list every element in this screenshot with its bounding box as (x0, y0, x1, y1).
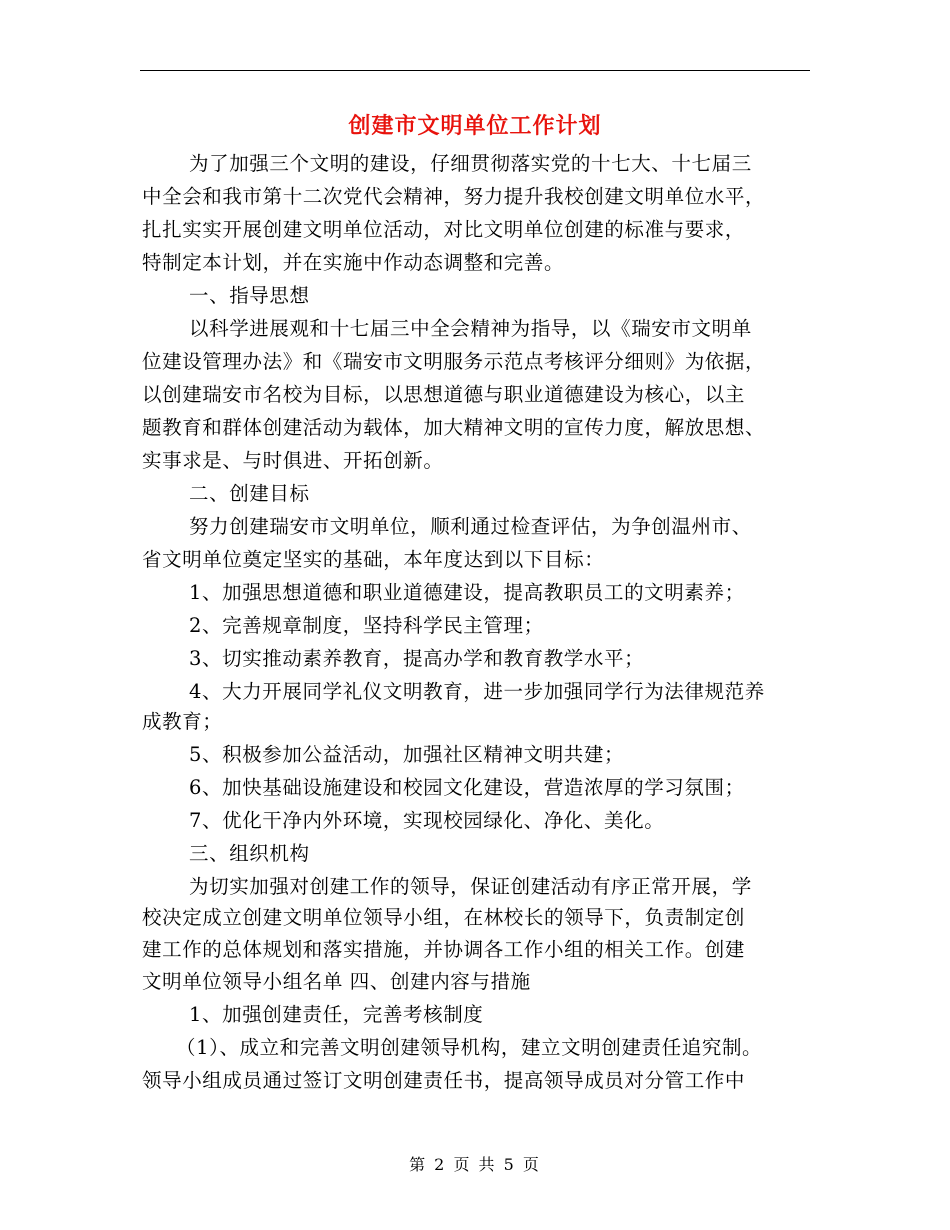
paragraph-line: 为切实加强对创建工作的领导，保证创建活动有序正常开展，学 (189, 875, 752, 898)
paragraph-line: 扎扎实实开展创建文明单位活动，对比文明单位创建的标准与要求， (142, 218, 746, 241)
list-item: 6、加快基础设施建设和校园文化建设，营造浓厚的学习氛围； (189, 776, 745, 799)
section-heading: 一、指导思想 (189, 284, 310, 307)
section-heading: 二、创建目标 (189, 482, 310, 505)
list-item: 1、加强思想道德和职业道德建设，提高教职员工的文明素养； (189, 581, 745, 604)
section-heading: 三、组织机构 (189, 842, 310, 865)
list-item: 5、积极参加公益活动，加强社区精神文明共建； (189, 743, 625, 766)
document-title: 创建市文明单位工作计划 (348, 113, 602, 139)
list-item: 2、完善规章制度，坚持科学民主管理； (189, 614, 544, 637)
paragraph-line: 为了加强三个文明的建设，仔细贯彻落实党的十七大、十七届三 (189, 152, 752, 175)
paragraph-line: 领导小组成员通过签订文明创建责任书，提高领导成员对分管工作中 (142, 1069, 746, 1092)
paragraph-line: 以创建瑞安市名校为目标，以思想道德与职业道德建设为核心，以主 (142, 383, 746, 406)
list-item: 4、大力开展同学礼仪文明教育，进一步加强同学行为法律规范养 (189, 680, 765, 703)
list-item: 3、切实推动素养教育，提高办学和教育教学水平； (189, 647, 645, 670)
paragraph-line: （1）、成立和完善文明创建领导机构，建立文明创建责任追究制。 (176, 1036, 763, 1059)
paragraph-line: 努力创建瑞安市文明单位，顺利通过检查评估，为争创温州市、 (189, 515, 752, 538)
paragraph-line: 省文明单位奠定坚实的基础，本年度达到以下目标： (142, 548, 605, 571)
paragraph-line: 建工作的总体规划和落实措施，并协调各工作小组的相关工作。创建 (142, 938, 746, 961)
paragraph-line: 校决定成立创建文明单位领导小组，在林校长的领导下，负责制定创 (142, 906, 746, 929)
header-rule (140, 70, 810, 71)
paragraph-line: 题教育和群体创建活动为载体，加大精神文明的宣传力度，解放思想、 (142, 416, 766, 439)
subsection-heading: 1、加强创建责任，完善考核制度 (189, 1003, 484, 1026)
paragraph-line: 以科学进展观和十七届三中全会精神为指导，以《瑞安市文明单 (189, 317, 752, 340)
paragraph-line: 实事求是、与时俱进、开拓创新。 (142, 449, 444, 472)
list-item: 7、优化干净内外环境，实现校园绿化、净化、美化。 (189, 809, 665, 832)
paragraph-line: 中全会和我市第十二次党代会精神，努力提升我校创建文明单位水平， (142, 185, 766, 208)
list-item-continuation: 成教育； (142, 710, 223, 733)
paragraph-line: 位建设管理办法》和《瑞安市文明服务示范点考核评分细则》为依据， (142, 350, 766, 373)
paragraph-line: 特制定本计划，并在实施中作动态调整和完善。 (142, 251, 565, 274)
paragraph-line: 文明单位领导小组名单 四、创建内容与措施 (142, 970, 531, 993)
page-number: 第 2 页 共 5 页 (409, 1155, 541, 1174)
